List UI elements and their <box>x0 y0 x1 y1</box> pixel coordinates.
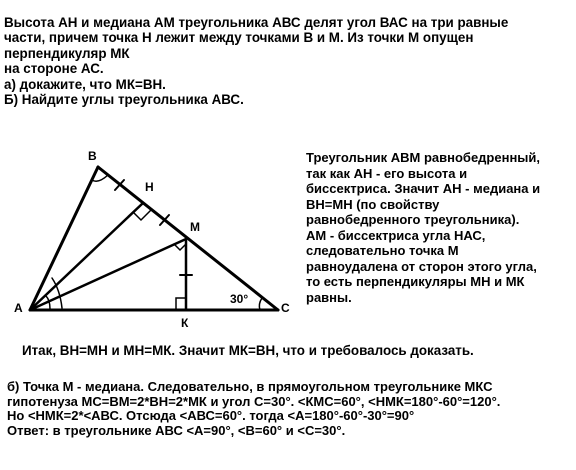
angle-mark-m <box>174 244 186 250</box>
median-am <box>30 239 186 310</box>
side-bc <box>98 167 278 310</box>
label-k: К <box>181 316 189 330</box>
problem-line: части, причем точка Н лежит между точками В и М. Из точки М опущен <box>4 30 474 46</box>
label-h: Н <box>145 180 154 194</box>
right-angle-k <box>176 298 186 310</box>
label-angle-c: 30° <box>230 292 249 306</box>
problem-line: Б) Найдите углы треугольника АВС. <box>4 92 244 108</box>
conclusion-text: Итак, ВН=МН и МН=МК. Значит МК=ВН, что и требовалось доказать. <box>22 343 474 358</box>
explanation-line: Треугольник АВМ равнобедренный, <box>306 150 541 165</box>
problem-line: а) докажите, что МК=ВН. <box>4 76 166 92</box>
problem-line: на стороне АС. <box>4 61 104 77</box>
label-c: С <box>281 301 290 315</box>
explanation-line: биссектриса. Значит АН - медиана и <box>306 181 541 196</box>
problem-line: Высота АН и медиана АМ треугольника АВС делят угол ВАС на три равные <box>4 15 509 30</box>
problem-line: перпендикуляр МК <box>4 45 130 61</box>
part-b-line: гипотенуза МС=ВМ=2*ВН=2*МК и угол С=30°. <КМС=60°, <НМК=180°-60°=120°. <box>7 393 501 409</box>
label-b: В <box>88 149 97 163</box>
explanation-line: АМ - биссектриса угла НАС, <box>306 227 486 243</box>
explanation-line: то есть перпендикуляры МН и МК <box>306 274 525 289</box>
explanation-line: так как АН - его высота и <box>306 165 468 181</box>
label-m: М <box>190 220 200 234</box>
explanation-line: равны. <box>306 289 352 305</box>
explanation-line: следовательно точка М <box>306 243 459 258</box>
part-b-solution <box>7 380 500 439</box>
height-ah <box>30 203 143 310</box>
explanation-line: равноудалена от сторон этого угла, <box>306 258 537 274</box>
explanation-line: ВН=МН (по свойству <box>306 196 440 212</box>
part-b-line: Ответ: в треугольнике АВС <А=90°, <В=60° и <С=30°. <box>7 423 346 439</box>
angle-arc-c <box>259 298 262 310</box>
part-b-line: Но <НМК=2*<АВС. Отсюда <АВС=60°. тогда <А=180°-60°-30°=90° <box>7 408 415 424</box>
explanation-text <box>306 150 540 305</box>
side-ab <box>30 167 98 310</box>
part-b-line: б) Точка М - медиана. Следовательно, в прямоугольном треугольнике МКС <box>7 379 493 394</box>
label-a: А <box>14 301 23 315</box>
explanation-line: равнобедренного треугольника). <box>306 212 520 227</box>
